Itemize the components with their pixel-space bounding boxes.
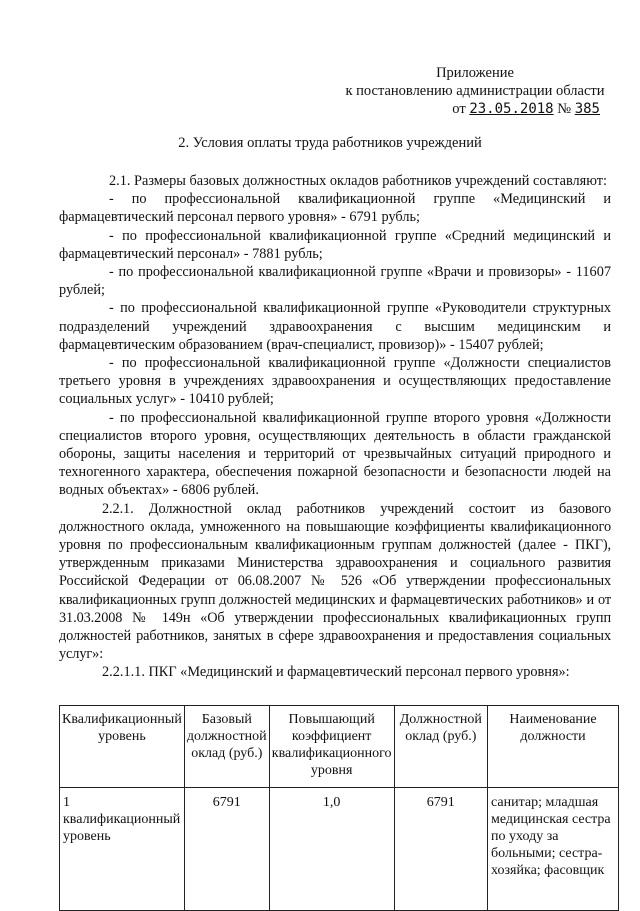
table-header-cell: Квалификационный уровень [60, 706, 185, 788]
list-item: - по профессиональной квалификационной группе второго уровня «Должности специалистов второго уровня, осуществляющих деятельность в области гражданской обороны, защиты населения и территорий от чрезвычайных ситуаций природного и техногенного характера, обеспечения пожарной безопасности и безопасности людей на водных объектах» - 6806 рублей. [59, 409, 611, 499]
table-caption: 2.2.1.1. ПКГ «Медицинский и фармацевтический персонал первого уровня»: [102, 664, 570, 681]
list-item: - по профессиональной квалификационной группе «Должности специалистов третьего уровня в учреждениях здравоохранения и осуществляющих предоставление социальных услуг» - 10410 рублей; [59, 355, 611, 408]
table-header-row [60, 706, 619, 788]
table-cell: 1 квалификационный уровень [60, 788, 185, 911]
number-sign: № [557, 101, 572, 117]
document-number: 385 [574, 101, 600, 117]
table-header-cell: Наименование должности [488, 706, 619, 788]
table-cell: 6791 [394, 788, 488, 911]
table-cell: санитар; младшая медицинская сестра по уходу за больными; сестра-хозяйка; фасовщик [488, 788, 619, 911]
body-text [59, 172, 611, 682]
section-title: 2. Условия оплаты труда работников учреждений [178, 135, 482, 151]
appendix-header [330, 64, 620, 118]
list-item: - по профессиональной квалификационной группе «Медицинский и фармацевтический персонал первого уровня» - 6791 рубль; [59, 191, 611, 226]
salary-table [59, 705, 619, 911]
document-date: 23.05.2018 [469, 101, 554, 117]
list-item: - по профессиональной квалификационной группе «Врачи и провизоры» - 11607 рублей; [59, 264, 611, 299]
table-row [60, 788, 619, 911]
table-cell: 6791 [184, 788, 269, 911]
appendix-subtitle: к постановлению администрации области [345, 83, 605, 99]
paragraph: 2.1. Размеры базовых должностных окладов работников учреждений составляют: [109, 173, 607, 189]
list-item: - по профессиональной квалификационной группе «Руководители структурных подразделений учреждений здравоохранения с высшим медицинским и фармацевтическим образованием (врач-специалист, провизор)» - 15407 рублей; [59, 300, 611, 353]
table-header-cell: Базовый должностной оклад (руб.) [184, 706, 269, 788]
date-prefix: от [452, 101, 466, 117]
table-header-cell: Повышающий коэффициент квалификационного уровня [269, 706, 394, 788]
table-header-cell: Должностной оклад (руб.) [394, 706, 488, 788]
table-cell: 1,0 [269, 788, 394, 911]
list-item: - по профессиональной квалификационной группе «Средний медицинский и фармацевтический персонал» - 7881 рубль; [59, 227, 611, 262]
appendix-title: Приложение [436, 65, 514, 81]
appendix-date-line [330, 100, 620, 118]
paragraph: 2.2.1. Должностной оклад работников учреждений состоит из базового должностного оклада, умноженного на повышающие коэффициенты квалификационного уровня по профессиональным квалификационным группам должностей (далее - ПКГ), утвержденным приказами Министерства здравоохранения и социального развития Российской Федерации от 06.08.2007 № 526 «Об утверждении профессиональных квалификационных групп должностей медицинских и фармацевтических работников» и от 31.03.2008 № 149н «Об утверждении профессиональных квалификационных групп должностей работников, занятых в сфере здравоохранения и предоставления социальных услуг»: [59, 500, 611, 663]
